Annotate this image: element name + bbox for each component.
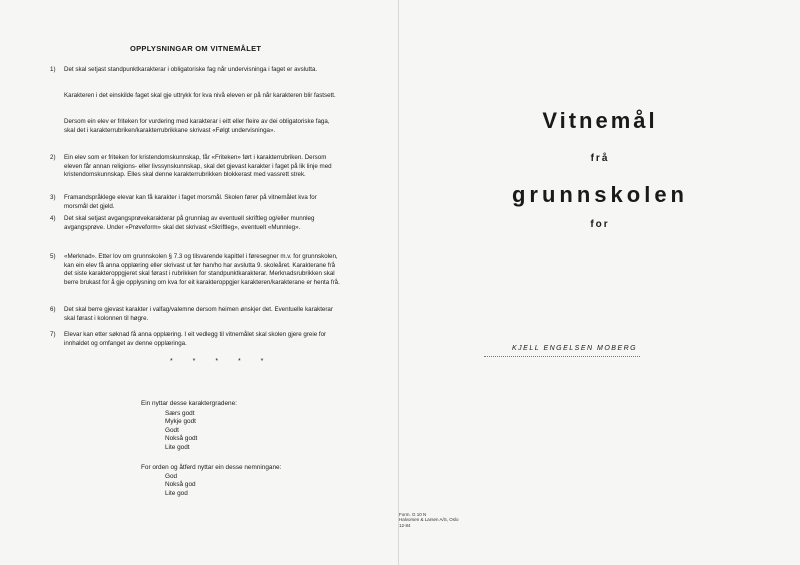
- item-paragraph: Det skal setjast avgangsprøvekarakterar på grunnlag av eventuell skriftleg og/eller munnleg avgangsprøve. Under «Prøveform» skal det skrivast «Skriftleg», eventuelt «Munnleg».: [64, 215, 315, 231]
- item-number: 1): [50, 66, 56, 73]
- section-divider-stars: * * * * *: [170, 358, 273, 365]
- page-fold: [398, 0, 399, 565]
- student-name: KJELL ENGELSEN MOBERG: [512, 345, 638, 352]
- item-paragraph: Elevar kan etter søknad få anna opplæring. I eit vedlegg til vitnemålet skal skolen gjere greie for innhaldet og omfanget av denne opplæringa.: [64, 331, 327, 347]
- info-heading: OPPLYSNINGAR OM VITNEMÅLET: [130, 44, 262, 53]
- order-scale-list: [165, 473, 196, 498]
- item-paragraph: Karakteren i det einskilde faget skal gje uttrykk for kva nivå eleven er på når karakteren blir fastsett.: [64, 92, 336, 99]
- title-vitnemal: Vitnemål: [542, 108, 658, 133]
- title-fra: frå: [590, 153, 610, 164]
- form-date: 12-84: [399, 522, 411, 528]
- student-name-line: [484, 356, 640, 357]
- form-number: Form. G 10 N: [399, 512, 427, 517]
- order-scale-item: Nokså god: [165, 481, 196, 489]
- item-paragraph: Det skal berre gjevast karakter i valfag/valemne dersom heimen ønskjer det. Eventuelle karakterar skal førast i kolonnen til høgre.: [64, 306, 333, 322]
- item-paragraph: Det skal setjast standpunktkarakterar i obligatoriske fag når undervisninga i faget er avslutta.: [64, 66, 318, 73]
- order-scale-item: Lite god: [165, 489, 188, 497]
- item-number: 4): [50, 215, 56, 222]
- item-number: 2): [50, 154, 56, 161]
- item-number: 5): [50, 253, 56, 260]
- grade-scale-item: Særs godt: [165, 410, 195, 417]
- item-number: 3): [50, 194, 56, 201]
- form-printer: Halvorsen & Larsen A/S, Oslo: [399, 517, 459, 523]
- grade-scale-intro: Ein nyttar desse karaktergradene:: [141, 400, 237, 407]
- grade-scale-list: [165, 410, 197, 452]
- item-paragraph: Ein elev som er friteken for kristendomskunnskap, får «Friteken» ført i karakterrubriken. Dersom eleven får annan religions- eller livssynskunnskap, skal det gjevast karakter i faget på lik linje med kristendomskunnskap. Elles skal denne karakterrubrikken blokkerast med vassrett strek.: [64, 154, 332, 179]
- order-scale-item: God: [165, 473, 178, 480]
- order-scale-intro: For orden og åtferd nyttar ein desse nemningane:: [141, 464, 282, 471]
- item-paragraph: Dersom ein elev er friteken for vurdering med karakterar i eitt eller fleire av dei obligatoriske faga, skal det i karakterrubriken/karakterrubrikkane skrivast «Følgt undervisninga».: [64, 118, 330, 134]
- item-paragraph: «Merknad». Etter lov om grunnskolen § 7.3 og tilsvarende kapittel i føresegner m.v. for grunnskolen, kan ein elev få anna opplæring eller skrivast ut før han/ho har avslutta 9. skoleåret. Karakterane frå det siste karakteroppgjeret skal førast i rubrikken for standpunktkarakterar. Merknadsrubrikken skal berre brukast for å gje opplysning om kva for eit karakteroppgjer karakteren/karakterane er henta frå.: [64, 253, 340, 286]
- title-for: for: [590, 219, 610, 230]
- grade-scale-item: Godt: [165, 426, 179, 434]
- item-paragraph: Framandspråklege elevar kan få karakter i faget morsmål. Skolen fører på vitnemålet kva for morsmål det gjeld.: [64, 194, 317, 210]
- title-grunnskolen: grunnskolen: [511, 182, 688, 207]
- item-number: 7): [50, 331, 56, 338]
- grade-scale-item: Mykje godt: [165, 418, 196, 426]
- grade-scale-item: Nokså godt: [165, 435, 198, 443]
- item-number: 6): [50, 306, 56, 313]
- form-info: [399, 512, 459, 528]
- grade-scale-item: Lite godt: [165, 443, 190, 451]
